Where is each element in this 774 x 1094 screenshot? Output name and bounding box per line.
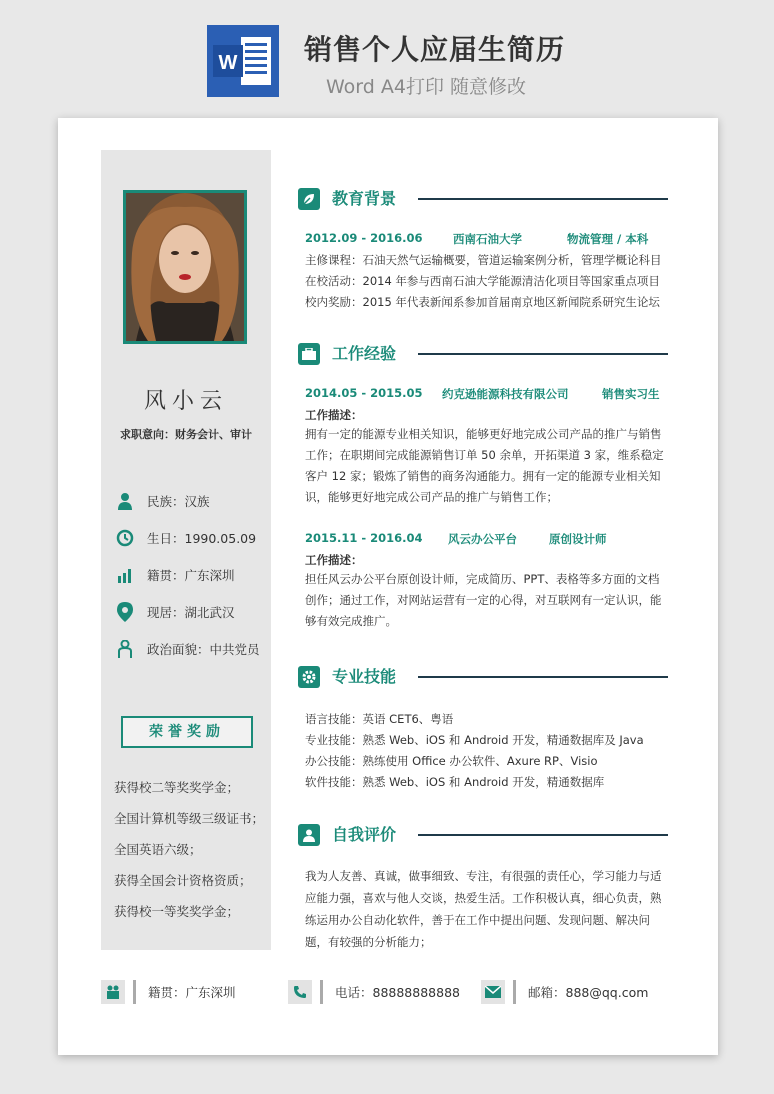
svg-text:W: W xyxy=(218,52,238,74)
education-line: 在校活动：2014 年参与西南石油大学能源清洁化项目等国家重点项目 xyxy=(305,274,660,288)
honor-title: 荣誉奖励 xyxy=(121,716,253,748)
info-birthday: 生日：1990.05.09 xyxy=(115,527,256,549)
job-desc-label: 工作描述： xyxy=(305,408,363,422)
section-divider xyxy=(418,198,668,200)
job-intent: 求职意向：财务会计、审计 xyxy=(120,428,252,441)
honor-item: 全国英语六级； xyxy=(114,842,202,857)
location-icon xyxy=(115,602,135,622)
self-eval-text: 我为人友善、真诚，做事细致、专注，有很强的责任心，学习能力与适应能力强，喜欢与他人交谈，热爱生活。工作积极认真，细心负责，熟练运用办公自动化软件，善于在工作中提出问题、发现问题、解决问题，有较强的分析能力； xyxy=(305,869,662,949)
briefcase-icon xyxy=(298,343,320,365)
info-ethnicity: 民族：汉族 xyxy=(115,490,210,512)
section-education xyxy=(298,188,668,214)
education-line: 主修课程：石油天然气运输概要，管道运输案例分析，管理学概论科目 xyxy=(305,253,662,267)
birthday-icon xyxy=(115,528,135,548)
job-header: 2014.05 - 2015.05 约克逊能源科技有限公司 销售实习生 xyxy=(305,386,660,401)
section-title: 教育背景 xyxy=(332,189,397,208)
skill-line: 软件技能：熟悉 Web、iOS 和 Android 开发，精通数据库 xyxy=(305,775,605,789)
section-title: 工作经验 xyxy=(332,344,397,363)
people-icon xyxy=(101,980,125,1004)
info-origin: 籍贯：广东深圳 xyxy=(115,564,235,586)
honor-item: 获得全国会计资格资质； xyxy=(114,873,252,888)
sidebar xyxy=(101,150,271,950)
honor-item: 全国计算机等级三级证书； xyxy=(114,811,265,826)
banner-title: 销售个人应届生简历 xyxy=(304,33,566,66)
info-residence: 现居：湖北武汉 xyxy=(115,601,235,623)
mail-icon xyxy=(481,980,505,1004)
phone-icon xyxy=(288,980,312,1004)
skill-line: 办公技能：熟练使用 Office 办公软件、Axure RP、Visio xyxy=(305,754,598,768)
section-skills xyxy=(298,666,668,692)
profile-photo xyxy=(123,190,247,344)
section-divider xyxy=(418,676,668,678)
footer-email: 邮箱：888@qq.com xyxy=(481,978,648,1006)
job-desc-label: 工作描述： xyxy=(305,553,363,567)
section-work xyxy=(298,343,668,369)
education-header: 2012.09 - 2016.06 西南石油大学 物流管理 / 本科 xyxy=(305,231,649,246)
section-title: 自我评价 xyxy=(332,825,397,844)
footer-origin: 籍贯：广东深圳 xyxy=(101,978,236,1006)
skill-line: 专业技能：熟悉 Web、iOS 和 Android 开发，精通数据库及 Java xyxy=(305,733,644,747)
skill-line: 语言技能：英语 CET6、粤语 xyxy=(305,712,454,726)
person-icon xyxy=(115,491,135,511)
section-title: 专业技能 xyxy=(332,667,397,686)
banner xyxy=(0,0,774,118)
footer-phone: 电话：88888888888 xyxy=(288,978,460,1006)
leaf-icon xyxy=(298,188,320,210)
job-desc: 拥有一定的能源专业相关知识，能够更好地完成公司产品的推广与销售工作；在职期间完成能源销售订单 50 余单，开拓渠道 3 家，维系稳定客户 12 家；锻炼了销售的商务沟通能力。拥有一定的能源专业相关知识，能够更好地完成公司产品的推广与销售工作； xyxy=(305,427,664,504)
banner-subtitle: Word A4打印 随意修改 xyxy=(326,76,527,98)
political-icon xyxy=(115,639,135,659)
section-divider xyxy=(418,353,668,355)
info-political: 政治面貌：中共党员 xyxy=(115,638,260,660)
section-self-eval xyxy=(298,824,668,850)
resume-page xyxy=(58,118,718,1055)
user-icon xyxy=(298,824,320,846)
honor-item: 获得校一等奖奖学金； xyxy=(114,904,240,919)
section-divider xyxy=(418,834,668,836)
word-icon xyxy=(207,25,279,97)
candidate-name: 风小云 xyxy=(143,389,228,414)
chart-icon xyxy=(115,565,135,585)
job-desc: 担任风云办公平台原创设计师，完成简历、PPT、表格等多方面的文档创作；通过工作，对网站运营有一定的心得，对互联网有一定认识，能够有效完成推广。 xyxy=(305,572,662,628)
job-header: 2015.11 - 2016.04 风云办公平台 原创设计师 xyxy=(305,531,607,546)
honor-item: 获得校二等奖奖学金； xyxy=(114,780,240,795)
gear-icon xyxy=(298,666,320,688)
education-line: 校内奖励：2015 年代表新闻系参加首届南京地区新闻院系研究生论坛 xyxy=(305,295,660,309)
